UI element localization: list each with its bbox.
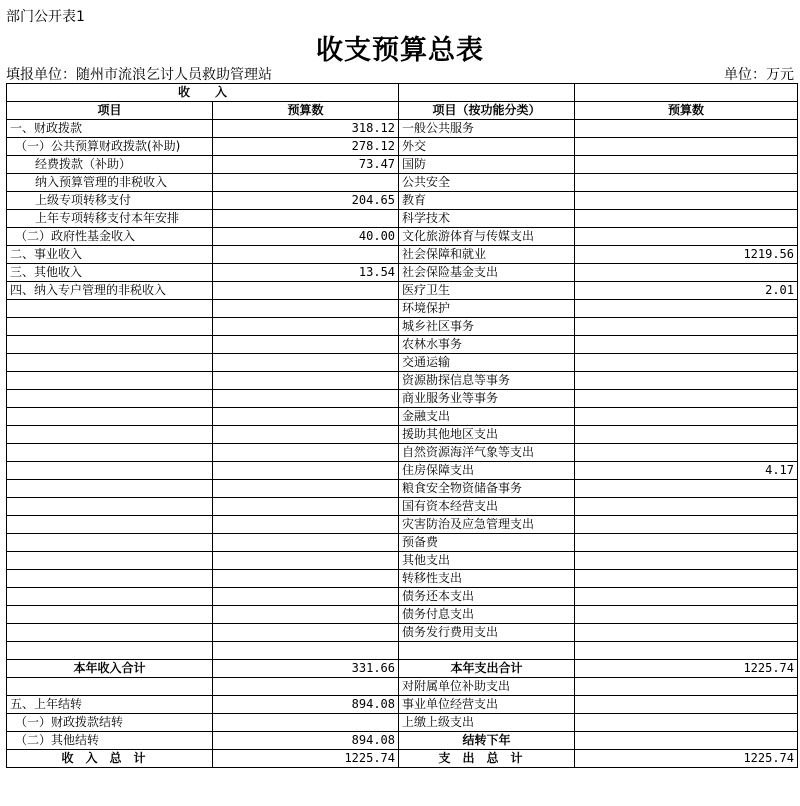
table-row (7, 390, 798, 408)
income-budget (213, 408, 399, 426)
expense-budget (575, 534, 798, 552)
expense-budget (575, 624, 798, 642)
income-budget (213, 588, 399, 606)
expense-item: 援助其他地区支出 (399, 426, 575, 444)
table-row (7, 336, 798, 354)
expense-budget (575, 336, 798, 354)
table-row (7, 606, 798, 624)
table-row (7, 750, 798, 768)
income-item (7, 642, 213, 660)
income-budget (213, 498, 399, 516)
expense-budget (575, 192, 798, 210)
income-item (7, 480, 213, 498)
expense-item: 文化旅游体育与传媒支出 (399, 228, 575, 246)
income-budget (213, 480, 399, 498)
expense-item: 国有资本经营支出 (399, 498, 575, 516)
expense-item: 债务还本支出 (399, 588, 575, 606)
income-item (7, 444, 213, 462)
expense-item: 对附属单位补助支出 (399, 678, 575, 696)
income-item (7, 516, 213, 534)
income-budget: 13.54 (213, 264, 399, 282)
expense-item: 其他支出 (399, 552, 575, 570)
income-budget (213, 210, 399, 228)
expense-budget (575, 642, 798, 660)
income-budget (213, 516, 399, 534)
expense-item: 预备费 (399, 534, 575, 552)
table-row (7, 300, 798, 318)
expense-budget (575, 696, 798, 714)
expense-budget (575, 174, 798, 192)
table-row (7, 228, 798, 246)
expense-budget (575, 372, 798, 390)
table-row (7, 354, 798, 372)
income-item (7, 354, 213, 372)
income-item: 纳入预算管理的非税收入 (7, 174, 213, 192)
income-item: 上年专项转移支付本年安排 (7, 210, 213, 228)
expense-item: 社会保险基金支出 (399, 264, 575, 282)
income-budget: 894.08 (213, 732, 399, 750)
income-budget (213, 606, 399, 624)
table-row (7, 498, 798, 516)
expense-budget: 1219.56 (575, 246, 798, 264)
income-item (7, 300, 213, 318)
expense-item: 交通运输 (399, 354, 575, 372)
expense-item: 国防 (399, 156, 575, 174)
expense-item: 支出总计 (399, 750, 575, 768)
income-item: 一、财政拨款 (7, 120, 213, 138)
expense-budget (575, 480, 798, 498)
income-item (7, 498, 213, 516)
income-item: 三、其他收入 (7, 264, 213, 282)
table-row (7, 264, 798, 282)
income-budget (213, 426, 399, 444)
expense-budget (575, 678, 798, 696)
income-budget: 73.47 (213, 156, 399, 174)
table-row (7, 138, 798, 156)
expense-item: 农林水事务 (399, 336, 575, 354)
expense-item: 本年支出合计 (399, 660, 575, 678)
expense-budget (575, 444, 798, 462)
income-item (7, 552, 213, 570)
income-item: 收入总计 (7, 750, 213, 768)
income-item: 二、事业收入 (7, 246, 213, 264)
expense-budget: 1225.74 (575, 660, 798, 678)
table-row (7, 372, 798, 390)
income-budget (213, 300, 399, 318)
table-row (7, 552, 798, 570)
income-budget (213, 534, 399, 552)
income-budget (213, 624, 399, 642)
expense-budget (575, 390, 798, 408)
expense-budget (575, 732, 798, 750)
income-budget (213, 246, 399, 264)
income-item: （一）财政拨款结转 (7, 714, 213, 732)
expense-budget (575, 210, 798, 228)
table-row (7, 534, 798, 552)
income-item (7, 318, 213, 336)
income-budget (213, 570, 399, 588)
table-row (7, 192, 798, 210)
income-item (7, 570, 213, 588)
table-row (7, 624, 798, 642)
expense-item: 债务发行费用支出 (399, 624, 575, 642)
income-budget: 331.66 (213, 660, 399, 678)
income-item (7, 390, 213, 408)
income-item: 上级专项转移支付 (7, 192, 213, 210)
expense-item (399, 642, 575, 660)
expense-budget: 1225.74 (575, 750, 798, 768)
expense-header-blank-2 (575, 84, 798, 102)
expense-budget (575, 318, 798, 336)
income-budget (213, 678, 399, 696)
expense-budget (575, 300, 798, 318)
income-budget (213, 336, 399, 354)
expense-budget: 4.17 (575, 462, 798, 480)
income-budget: 278.12 (213, 138, 399, 156)
income-item (7, 624, 213, 642)
table-row (7, 714, 798, 732)
table-row (7, 318, 798, 336)
expense-budget (575, 228, 798, 246)
income-item (7, 534, 213, 552)
table-row (7, 516, 798, 534)
table-row (7, 246, 798, 264)
col-header-item: 项目 (7, 102, 213, 120)
expense-item: 资源勘探信息等事务 (399, 372, 575, 390)
income-budget: 204.65 (213, 192, 399, 210)
table-row (7, 282, 798, 300)
table-row (7, 174, 798, 192)
expense-budget: 2.01 (575, 282, 798, 300)
header-row-top (7, 84, 798, 102)
table-row (7, 696, 798, 714)
income-budget (213, 318, 399, 336)
expense-budget (575, 426, 798, 444)
income-item (7, 408, 213, 426)
expense-item: 债务付息支出 (399, 606, 575, 624)
expense-budget (575, 120, 798, 138)
expense-item: 外交 (399, 138, 575, 156)
income-item: 五、上年结转 (7, 696, 213, 714)
income-budget (213, 552, 399, 570)
expense-item: 一般公共服务 (399, 120, 575, 138)
table-row (7, 678, 798, 696)
income-budget (213, 354, 399, 372)
income-item (7, 588, 213, 606)
expense-item: 社会保障和就业 (399, 246, 575, 264)
income-budget (213, 714, 399, 732)
col-header-budget: 预算数 (213, 102, 399, 120)
expense-budget (575, 354, 798, 372)
income-item: 经费拨款（补助） (7, 156, 213, 174)
expense-budget (575, 498, 798, 516)
income-item (7, 372, 213, 390)
income-item: 四、纳入专户管理的非税收入 (7, 282, 213, 300)
expense-item: 住房保障支出 (399, 462, 575, 480)
table-row (7, 588, 798, 606)
expense-item: 环境保护 (399, 300, 575, 318)
income-budget: 40.00 (213, 228, 399, 246)
table-row (7, 642, 798, 660)
table-row (7, 732, 798, 750)
expense-item: 商业服务业等事务 (399, 390, 575, 408)
income-item (7, 426, 213, 444)
reporting-unit: 填报单位：随州市流浪乞讨人员救助管理站 (6, 67, 272, 83)
document-label: 部门公开表1 (6, 9, 85, 25)
table-row (7, 408, 798, 426)
expense-item: 灾害防治及应急管理支出 (399, 516, 575, 534)
income-budget (213, 372, 399, 390)
income-budget (213, 462, 399, 480)
income-item: （二）其他结转 (7, 732, 213, 750)
income-budget (213, 642, 399, 660)
table-row (7, 120, 798, 138)
expense-budget (575, 588, 798, 606)
expense-item: 粮食安全物资储备事务 (399, 480, 575, 498)
expense-budget (575, 714, 798, 732)
income-budget: 318.12 (213, 120, 399, 138)
expense-item: 转移性支出 (399, 570, 575, 588)
expense-item: 科学技术 (399, 210, 575, 228)
table-row (7, 462, 798, 480)
col-header-budget-2: 预算数 (575, 102, 798, 120)
expense-header-blank (399, 84, 575, 102)
income-budget: 1225.74 (213, 750, 399, 768)
expense-budget (575, 138, 798, 156)
table-row (7, 210, 798, 228)
expense-budget (575, 408, 798, 426)
expense-item: 事业单位经营支出 (399, 696, 575, 714)
expense-budget (575, 516, 798, 534)
header-row-columns (7, 102, 798, 120)
income-budget (213, 174, 399, 192)
income-item (7, 678, 213, 696)
income-item (7, 336, 213, 354)
expense-item: 城乡社区事务 (399, 318, 575, 336)
expense-item: 金融支出 (399, 408, 575, 426)
currency-unit: 单位：万元 (724, 67, 794, 83)
income-budget (213, 282, 399, 300)
page-title: 收支预算总表 (316, 35, 484, 66)
col-header-item-func: 项目（按功能分类） (399, 102, 575, 120)
expense-item: 自然资源海洋气象等支出 (399, 444, 575, 462)
table-row (7, 660, 798, 678)
income-item (7, 462, 213, 480)
table-row (7, 480, 798, 498)
expense-budget (575, 552, 798, 570)
expense-item: 医疗卫生 (399, 282, 575, 300)
income-item (7, 606, 213, 624)
income-item: （二）政府性基金收入 (7, 228, 213, 246)
expense-budget (575, 606, 798, 624)
expense-item: 结转下年 (399, 732, 575, 750)
income-budget (213, 390, 399, 408)
table-row (7, 156, 798, 174)
expense-budget (575, 570, 798, 588)
expense-budget (575, 264, 798, 282)
table-row (7, 570, 798, 588)
income-item: 本年收入合计 (7, 660, 213, 678)
budget-summary-table (6, 83, 798, 768)
income-item: （一）公共预算财政拨款(补助) (7, 138, 213, 156)
income-header: 收 入 (7, 84, 399, 102)
table-row (7, 444, 798, 462)
expense-item: 教育 (399, 192, 575, 210)
expense-item: 公共安全 (399, 174, 575, 192)
expense-budget (575, 156, 798, 174)
income-budget: 894.08 (213, 696, 399, 714)
table-row (7, 426, 798, 444)
expense-item: 上缴上级支出 (399, 714, 575, 732)
income-budget (213, 444, 399, 462)
